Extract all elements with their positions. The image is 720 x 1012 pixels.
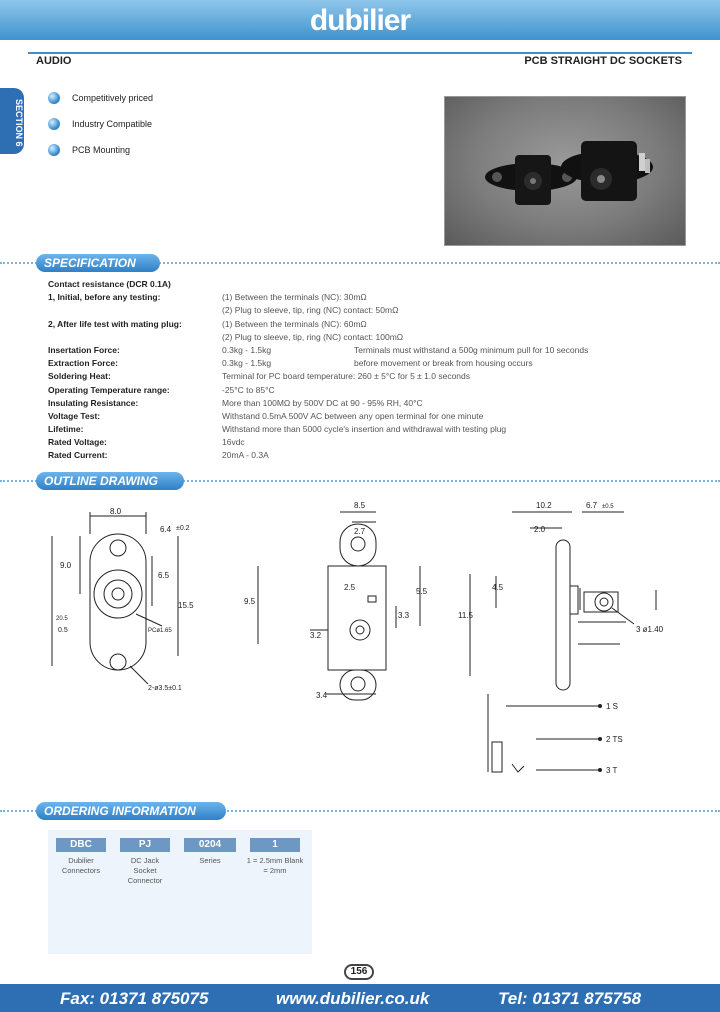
bullet-icon [48, 92, 60, 104]
section-title: ORDERING INFORMATION [36, 802, 226, 820]
svg-text:3.2: 3.2 [310, 631, 322, 640]
brand-logo: dubilier [309, 4, 411, 37]
section-tab: SECTION 6 [0, 88, 24, 154]
svg-text:PCø1.65: PCø1.65 [148, 628, 172, 634]
ordering-section-header [0, 802, 720, 820]
order-desc: Dubilier Connectors [61, 856, 101, 875]
order-code: DBC [56, 838, 106, 852]
page-number: 156 [344, 964, 374, 980]
order-code: PJ [120, 838, 170, 852]
outline-section-header [0, 472, 720, 490]
svg-text:1 S: 1 S [606, 702, 619, 711]
feature-item: Competitively priced [48, 92, 153, 104]
section-title: OUTLINE DRAWING [36, 472, 184, 490]
svg-text:6.7: 6.7 [586, 501, 598, 510]
footer-fax: Fax: 01371 875075 [60, 989, 209, 1008]
svg-text:11.5: 11.5 [458, 611, 473, 620]
order-desc: Series [199, 856, 221, 865]
feature-item: Industry Compatible [48, 118, 152, 130]
bullet-icon [48, 118, 60, 130]
outline-drawing [0, 496, 720, 796]
order-desc: 1 = 2.5mm Blank = 2mm [246, 856, 304, 875]
svg-text:9.0: 9.0 [60, 561, 72, 570]
header-product: PCB STRAIGHT DC SOCKETS [524, 55, 682, 67]
svg-text:2.0: 2.0 [534, 525, 546, 534]
svg-text:4.5: 4.5 [492, 583, 504, 592]
svg-text:2.5: 2.5 [344, 583, 356, 592]
svg-text:±0.2: ±0.2 [176, 525, 190, 532]
svg-text:20.5: 20.5 [56, 616, 68, 622]
svg-text:2-ø3.5±0.1: 2-ø3.5±0.1 [148, 685, 182, 692]
svg-text:9.5: 9.5 [244, 597, 256, 606]
svg-text:3.3: 3.3 [398, 611, 410, 620]
svg-text:8.5: 8.5 [354, 501, 366, 510]
svg-text:8.0: 8.0 [110, 507, 122, 516]
header-category: AUDIO [36, 55, 72, 67]
product-photo [444, 96, 686, 246]
svg-text:2.7: 2.7 [354, 527, 366, 536]
bullet-icon [48, 144, 60, 156]
spec-section-header [0, 254, 720, 272]
svg-text:3.4: 3.4 [316, 691, 328, 700]
svg-text:10.2: 10.2 [536, 501, 552, 510]
section-title: SPECIFICATION [36, 254, 160, 272]
footer-phone: Tel: 01371 875758 [498, 989, 642, 1008]
svg-text:0.5: 0.5 [58, 627, 68, 634]
svg-text:3 ø1.40: 3 ø1.40 [636, 625, 664, 634]
footer-bar [0, 984, 720, 1012]
svg-text:6.5: 6.5 [158, 571, 170, 580]
svg-text:6.4: 6.4 [160, 525, 172, 534]
order-code: 0204 [184, 838, 236, 852]
svg-text:15.5: 15.5 [178, 601, 194, 610]
svg-text:±0.5: ±0.5 [602, 504, 614, 510]
footer-website[interactable]: www.dubilier.co.uk [276, 989, 430, 1008]
svg-text:2 TS: 2 TS [606, 735, 623, 744]
feature-item: PCB Mounting [48, 144, 130, 156]
order-code: 1 [250, 838, 300, 852]
svg-text:5.5: 5.5 [416, 587, 428, 596]
svg-text:3 T: 3 T [606, 766, 618, 775]
order-desc: DC Jack Socket Connector [127, 856, 163, 885]
